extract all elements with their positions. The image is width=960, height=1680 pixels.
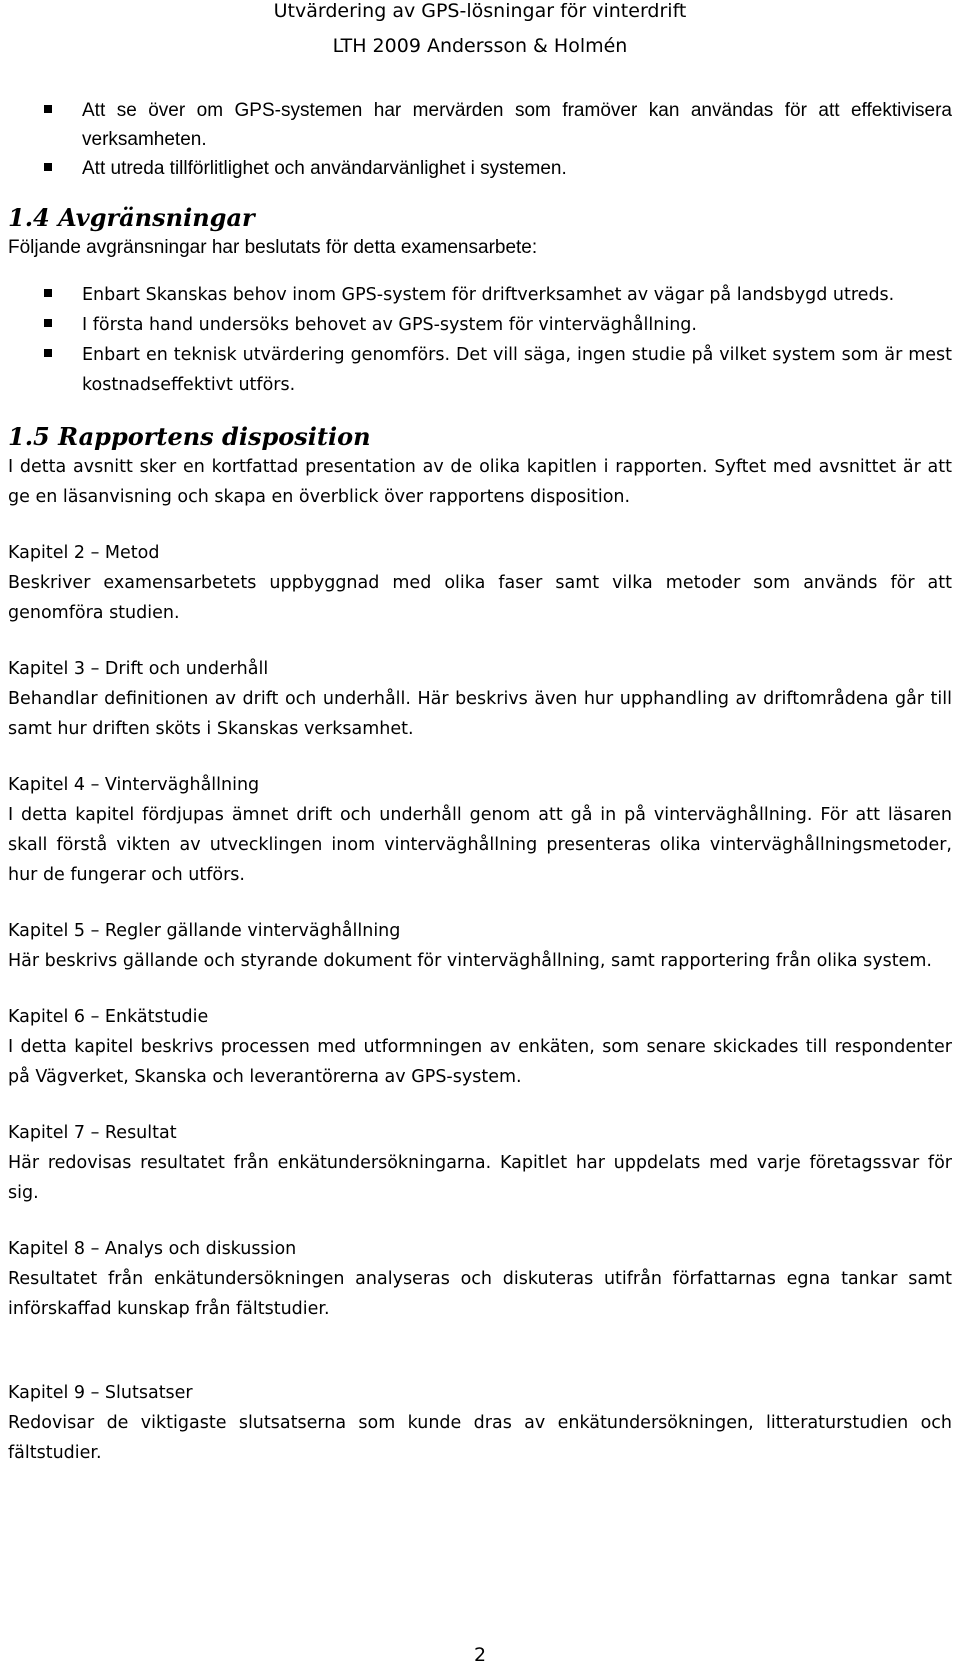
list-item: Att utreda tillförlitlighet och användarvänlighet i systemen. bbox=[8, 154, 952, 183]
running-header-subtitle: LTH 2009 Andersson & Holmén bbox=[332, 35, 628, 57]
chapter-description: Behandlar definitionen av drift och underhåll. Här beskrivs även hur upphandling av driftområdena går till samt hur driften sköts i Skanskas verksamhet. bbox=[8, 689, 952, 739]
chapter-title: Kapitel 9 – Slutsatser bbox=[8, 1383, 193, 1403]
chapter-title: Kapitel 8 – Analys och diskussion bbox=[8, 1239, 297, 1259]
page-number: 2 bbox=[473, 1644, 487, 1666]
chapter-entry bbox=[8, 1002, 952, 1092]
chapter-description: Beskriver examensarbetets uppbyggnad med olika faser samt vilka metoder som används för att genomföra studien. bbox=[8, 573, 952, 623]
section-intro: I detta avsnitt sker en kortfattad presentation av de olika kapitlen i rapporten. Syftet med avsnittet är att ge en läsanvisning och skapa en överblick över rapportens disposition. bbox=[8, 457, 952, 507]
bullet-square-icon bbox=[44, 105, 52, 113]
bullet-square-icon bbox=[44, 349, 52, 357]
section-heading-disposition: 1.5 Rapportens disposition bbox=[8, 422, 371, 451]
list-item: I första hand undersöks behovet av GPS-system för vinterväghållning. bbox=[8, 310, 952, 340]
chapter-title: Kapitel 2 – Metod bbox=[8, 543, 160, 563]
list-item: Enbart Skanskas behov inom GPS-system för driftverksamhet av vägar på landsbygd utreds. bbox=[8, 280, 952, 310]
chapter-entry bbox=[8, 654, 952, 744]
goals-list bbox=[8, 96, 952, 183]
chapter-entry bbox=[8, 916, 952, 976]
chapter-entry bbox=[8, 1234, 952, 1324]
chapter-title: Kapitel 6 – Enkätstudie bbox=[8, 1007, 209, 1027]
chapter-title: Kapitel 5 – Regler gällande vinterväghållning bbox=[8, 921, 401, 941]
chapter-description: Redovisar de viktigaste slutsatserna som kunde dras av enkätundersökningen, litteraturstudien och fältstudier. bbox=[8, 1413, 952, 1463]
running-header-title: Utvärdering av GPS-lösningar för vinterdrift bbox=[273, 0, 687, 22]
list-item: Enbart en teknisk utvärdering genomförs. Det vill säga, ingen studie på vilket system som är mest kostnadseffektivt utförs. bbox=[8, 340, 952, 400]
chapter-description: Resultatet från enkätundersökningen analyseras och diskuteras utifrån författarnas egna tankar samt införskaffad kunskap från fältstudier. bbox=[8, 1269, 952, 1319]
bullet-square-icon bbox=[44, 319, 52, 327]
bullet-square-icon bbox=[44, 289, 52, 297]
chapter-entry bbox=[8, 1118, 952, 1208]
chapter-entry bbox=[8, 770, 952, 890]
bullet-square-icon bbox=[44, 163, 52, 171]
chapter-entry bbox=[8, 538, 952, 628]
chapter-title: Kapitel 3 – Drift och underhåll bbox=[8, 659, 269, 679]
chapter-description: I detta kapitel fördjupas ämnet drift och underhåll genom att gå in på vinterväghållning. För att läsaren skall förstå vikten av utvecklingen inom vinterväghållning presenteras olika vinterväghållningsmetoder, hur de fungerar och utförs. bbox=[8, 805, 952, 885]
chapter-description: Här beskrivs gällande och styrande dokument för vinterväghållning, samt rapportering från olika system. bbox=[8, 951, 932, 971]
section-heading-avgransningar: 1.4 Avgränsningar bbox=[8, 203, 255, 232]
chapter-title: Kapitel 7 – Resultat bbox=[8, 1123, 177, 1143]
chapter-entry bbox=[8, 1378, 952, 1468]
page-body bbox=[8, 96, 952, 1468]
chapter-title: Kapitel 4 – Vinterväghållning bbox=[8, 775, 260, 795]
list-item: Att se över om GPS-systemen har mervärden som framöver kan användas för att effektivisera verksamheten. bbox=[8, 96, 952, 154]
delimitations-list bbox=[8, 280, 952, 400]
chapter-description: I detta kapitel beskrivs processen med utformningen av enkäten, som senare skickades till respondenter på Vägverket, Skanska och leverantörerna av GPS-system. bbox=[8, 1037, 952, 1087]
section-intro: Följande avgränsningar har beslutats för detta examensarbete: bbox=[8, 237, 538, 258]
chapter-description: Här redovisas resultatet från enkätundersökningarna. Kapitlet har uppdelats med varje företagssvar för sig. bbox=[8, 1153, 952, 1203]
